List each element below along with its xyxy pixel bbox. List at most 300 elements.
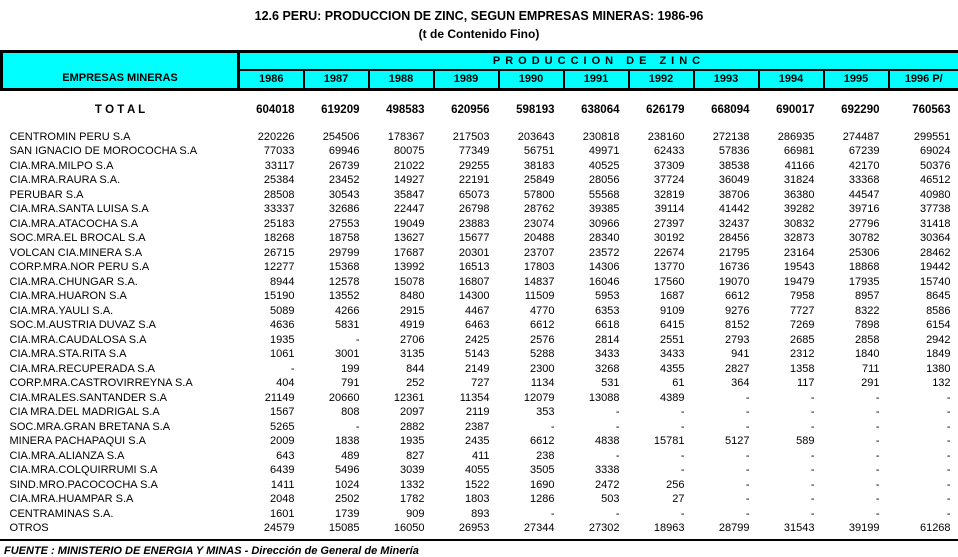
value-cell: 2472 xyxy=(564,478,629,493)
value-cell: 727 xyxy=(434,376,499,391)
value-cell: 2425 xyxy=(434,333,499,348)
value-cell: 2048 xyxy=(239,492,304,507)
value-cell: 286935 xyxy=(759,130,824,145)
year-header: 1992 xyxy=(629,70,694,90)
value-cell: - xyxy=(824,463,889,478)
value-cell: 1567 xyxy=(239,405,304,420)
value-cell: 8586 xyxy=(889,304,958,319)
value-cell: 203643 xyxy=(499,130,564,145)
value-cell: 220226 xyxy=(239,130,304,145)
year-header: 1989 xyxy=(434,70,499,90)
value-cell: 13627 xyxy=(369,231,434,246)
value-cell: - xyxy=(759,449,824,464)
value-cell: 2312 xyxy=(759,347,824,362)
value-cell: 32437 xyxy=(694,217,759,232)
value-cell: 22674 xyxy=(629,246,694,261)
value-cell: 27397 xyxy=(629,217,694,232)
year-header: 1993 xyxy=(694,70,759,90)
company-name: T O T A L xyxy=(2,90,239,121)
table-row xyxy=(2,217,958,232)
value-cell: 1838 xyxy=(304,434,369,449)
value-cell: 61 xyxy=(629,376,694,391)
value-cell: 2009 xyxy=(239,434,304,449)
company-name: SOC.M.AUSTRIA DUVAZ S.A xyxy=(2,318,239,333)
value-cell: 844 xyxy=(369,362,434,377)
value-cell: 8944 xyxy=(239,275,304,290)
value-cell: 29255 xyxy=(434,159,499,174)
value-cell: 16807 xyxy=(434,275,499,290)
value-cell: - xyxy=(759,463,824,478)
value-cell: - xyxy=(824,405,889,420)
value-cell: - xyxy=(889,463,958,478)
year-header: 1991 xyxy=(564,70,629,90)
value-cell: 2300 xyxy=(499,362,564,377)
value-cell: 589 xyxy=(759,434,824,449)
value-cell: 791 xyxy=(304,376,369,391)
value-cell: 28799 xyxy=(694,521,759,536)
value-cell: 27302 xyxy=(564,521,629,536)
value-cell: 29799 xyxy=(304,246,369,261)
value-cell: 27796 xyxy=(824,217,889,232)
table-row xyxy=(2,275,958,290)
company-name: CIA.MRA.RAURA S.A. xyxy=(2,173,239,188)
value-cell: 32873 xyxy=(759,231,824,246)
value-cell: 272138 xyxy=(694,130,759,145)
value-cell: 1687 xyxy=(629,289,694,304)
value-cell: 2435 xyxy=(434,434,499,449)
value-cell: - xyxy=(694,463,759,478)
company-name: CIA.MRA.CAUDALOSA S.A xyxy=(2,333,239,348)
value-cell: 1690 xyxy=(499,478,564,493)
company-name: CIA.MRALES.SANTANDER S.A xyxy=(2,391,239,406)
value-cell: 1061 xyxy=(239,347,304,362)
value-cell: 404 xyxy=(239,376,304,391)
value-cell: 1935 xyxy=(369,434,434,449)
value-cell: 256 xyxy=(629,478,694,493)
value-cell: 132 xyxy=(889,376,958,391)
value-cell: 13088 xyxy=(564,391,629,406)
value-cell: 36049 xyxy=(694,173,759,188)
value-cell: - xyxy=(824,507,889,522)
value-cell: 2551 xyxy=(629,333,694,348)
value-cell: 30966 xyxy=(564,217,629,232)
value-cell: 217503 xyxy=(434,130,499,145)
value-cell: 4467 xyxy=(434,304,499,319)
value-cell: 5288 xyxy=(499,347,564,362)
company-name: CIA.MRA.ATACOCHA S.A xyxy=(2,217,239,232)
company-column-header: EMPRESAS MINERAS xyxy=(2,52,239,90)
table-row xyxy=(2,159,958,174)
value-cell: 18268 xyxy=(239,231,304,246)
company-name: CIA.MRA.SANTA LUISA S.A xyxy=(2,202,239,217)
value-cell: 353 xyxy=(499,405,564,420)
value-cell: 531 xyxy=(564,376,629,391)
table-row xyxy=(2,333,958,348)
value-cell: - xyxy=(889,420,958,435)
value-cell: 26715 xyxy=(239,246,304,261)
value-cell: 8152 xyxy=(694,318,759,333)
value-cell: - xyxy=(629,507,694,522)
value-cell: 17803 xyxy=(499,260,564,275)
value-cell: - xyxy=(239,362,304,377)
value-cell: 274487 xyxy=(824,130,889,145)
value-cell: 69946 xyxy=(304,144,369,159)
table-row xyxy=(2,318,958,333)
value-cell: 39114 xyxy=(629,202,694,217)
value-cell: 77349 xyxy=(434,144,499,159)
table-row xyxy=(2,434,958,449)
value-cell: 6612 xyxy=(499,318,564,333)
value-cell: 37738 xyxy=(889,202,958,217)
zinc-production-table xyxy=(0,50,958,536)
value-cell: 8480 xyxy=(369,289,434,304)
value-cell: - xyxy=(759,507,824,522)
value-cell: - xyxy=(304,333,369,348)
value-cell: 1358 xyxy=(759,362,824,377)
table-row xyxy=(2,231,958,246)
company-name: CIA.MRA.HUARON S.A xyxy=(2,289,239,304)
value-cell: 14306 xyxy=(564,260,629,275)
company-name: SOC.MRA.GRAN BRETANA S.A xyxy=(2,420,239,435)
value-cell: 941 xyxy=(694,347,759,362)
value-cell: 12277 xyxy=(239,260,304,275)
value-cell: 19479 xyxy=(759,275,824,290)
value-cell: - xyxy=(694,405,759,420)
company-name: SOC.MRA.EL BROCAL S.A xyxy=(2,231,239,246)
value-cell: 18758 xyxy=(304,231,369,246)
value-cell: 38183 xyxy=(499,159,564,174)
value-cell: 65073 xyxy=(434,188,499,203)
value-cell: 19049 xyxy=(369,217,434,232)
value-cell: 489 xyxy=(304,449,369,464)
value-cell: 42170 xyxy=(824,159,889,174)
value-cell: - xyxy=(759,391,824,406)
company-name: OTROS xyxy=(2,521,239,536)
value-cell: 19070 xyxy=(694,275,759,290)
value-cell: 6439 xyxy=(239,463,304,478)
value-cell: 39199 xyxy=(824,521,889,536)
value-cell: 6612 xyxy=(499,434,564,449)
value-cell: 1286 xyxy=(499,492,564,507)
value-cell: - xyxy=(889,507,958,522)
value-cell: 15781 xyxy=(629,434,694,449)
value-cell: 619209 xyxy=(304,90,369,121)
year-header: 1987 xyxy=(304,70,369,90)
value-cell: 46512 xyxy=(889,173,958,188)
value-cell: - xyxy=(304,420,369,435)
table-row xyxy=(2,478,958,493)
value-cell: 1782 xyxy=(369,492,434,507)
value-cell: 3433 xyxy=(564,347,629,362)
value-cell: 117 xyxy=(759,376,824,391)
value-cell: 2827 xyxy=(694,362,759,377)
value-cell: - xyxy=(824,478,889,493)
value-cell: 21149 xyxy=(239,391,304,406)
value-cell: 67239 xyxy=(824,144,889,159)
value-cell: 2793 xyxy=(694,333,759,348)
value-cell: 690017 xyxy=(759,90,824,121)
value-cell: 598193 xyxy=(499,90,564,121)
value-cell: 2706 xyxy=(369,333,434,348)
table-row xyxy=(2,463,958,478)
company-name: CENTROMIN PERU S.A xyxy=(2,130,239,145)
value-cell: 25183 xyxy=(239,217,304,232)
value-cell: 254506 xyxy=(304,130,369,145)
value-cell: - xyxy=(629,405,694,420)
value-cell: - xyxy=(694,449,759,464)
value-cell: 55568 xyxy=(564,188,629,203)
value-cell: - xyxy=(889,405,958,420)
value-cell: 19442 xyxy=(889,260,958,275)
value-cell: 62433 xyxy=(629,144,694,159)
value-cell: 199 xyxy=(304,362,369,377)
value-cell: 16050 xyxy=(369,521,434,536)
company-name: CIA.MRA.HUAMPAR S.A xyxy=(2,492,239,507)
value-cell: - xyxy=(629,463,694,478)
value-cell: - xyxy=(824,420,889,435)
value-cell: 364 xyxy=(694,376,759,391)
table-row xyxy=(2,304,958,319)
value-cell: 5143 xyxy=(434,347,499,362)
value-cell: 27553 xyxy=(304,217,369,232)
value-cell: 808 xyxy=(304,405,369,420)
value-cell: 28508 xyxy=(239,188,304,203)
table-row xyxy=(2,260,958,275)
value-cell: 5831 xyxy=(304,318,369,333)
company-name: CIA.MRA.MILPO S.A xyxy=(2,159,239,174)
value-cell: 27344 xyxy=(499,521,564,536)
value-cell: - xyxy=(824,492,889,507)
value-cell: - xyxy=(694,391,759,406)
value-cell: 22447 xyxy=(369,202,434,217)
value-cell: 638064 xyxy=(564,90,629,121)
value-cell: 4636 xyxy=(239,318,304,333)
table-row xyxy=(2,420,958,435)
value-cell: 643 xyxy=(239,449,304,464)
value-cell: 3268 xyxy=(564,362,629,377)
value-cell: 9109 xyxy=(629,304,694,319)
value-cell: 38538 xyxy=(694,159,759,174)
value-cell: 33337 xyxy=(239,202,304,217)
company-name: MINERA PACHAPAQUI S.A xyxy=(2,434,239,449)
table-row xyxy=(2,362,958,377)
table-row xyxy=(2,130,958,145)
value-cell: 9276 xyxy=(694,304,759,319)
table-row xyxy=(2,376,958,391)
table-row xyxy=(2,507,958,522)
value-cell: 2942 xyxy=(889,333,958,348)
value-cell: 20301 xyxy=(434,246,499,261)
value-cell: 26739 xyxy=(304,159,369,174)
company-name: SAN IGNACIO DE MOROCOCHA S.A xyxy=(2,144,239,159)
value-cell: 50376 xyxy=(889,159,958,174)
value-cell: 30543 xyxy=(304,188,369,203)
table-row xyxy=(2,202,958,217)
value-cell: 2387 xyxy=(434,420,499,435)
value-cell: - xyxy=(499,507,564,522)
value-cell: 238160 xyxy=(629,130,694,145)
value-cell: - xyxy=(889,478,958,493)
value-cell: - xyxy=(824,434,889,449)
value-cell: 12361 xyxy=(369,391,434,406)
table-row xyxy=(2,391,958,406)
value-cell: 17560 xyxy=(629,275,694,290)
value-cell: 13770 xyxy=(629,260,694,275)
value-cell: 16736 xyxy=(694,260,759,275)
value-cell: 28762 xyxy=(499,202,564,217)
value-cell: 25306 xyxy=(824,246,889,261)
value-cell: 4055 xyxy=(434,463,499,478)
value-cell: 7958 xyxy=(759,289,824,304)
value-cell: 16513 xyxy=(434,260,499,275)
value-cell: 2882 xyxy=(369,420,434,435)
company-name: CIA.MRA.ALIANZA S.A xyxy=(2,449,239,464)
value-cell: 40525 xyxy=(564,159,629,174)
company-name: VOLCAN CIA.MINERA S.A xyxy=(2,246,239,261)
value-cell: 17687 xyxy=(369,246,434,261)
value-cell: 20660 xyxy=(304,391,369,406)
value-cell: 2097 xyxy=(369,405,434,420)
value-cell: 14837 xyxy=(499,275,564,290)
value-cell: 4389 xyxy=(629,391,694,406)
page-subtitle: (t de Contenido Fino) xyxy=(0,23,958,41)
year-header: 1988 xyxy=(369,70,434,90)
value-cell: 56751 xyxy=(499,144,564,159)
page-title: 12.6 PERU: PRODUCCION DE ZINC, SEGUN EMPRESAS MINERAS: 1986-96 xyxy=(0,0,958,23)
year-header: 1986 xyxy=(239,70,304,90)
value-cell: - xyxy=(824,391,889,406)
value-cell: 503 xyxy=(564,492,629,507)
value-cell: 11354 xyxy=(434,391,499,406)
value-cell: 57800 xyxy=(499,188,564,203)
value-cell: 2119 xyxy=(434,405,499,420)
value-cell: 5089 xyxy=(239,304,304,319)
company-name: CIA.MRA.CHUNGAR S.A. xyxy=(2,275,239,290)
value-cell: 7727 xyxy=(759,304,824,319)
value-cell: 6612 xyxy=(694,289,759,304)
value-cell: 6415 xyxy=(629,318,694,333)
value-cell: 12079 xyxy=(499,391,564,406)
value-cell: - xyxy=(759,492,824,507)
value-cell: 31543 xyxy=(759,521,824,536)
value-cell: 291 xyxy=(824,376,889,391)
table-row xyxy=(2,449,958,464)
value-cell: 20488 xyxy=(499,231,564,246)
value-cell: 6154 xyxy=(889,318,958,333)
table-row xyxy=(2,521,958,536)
value-cell: 3039 xyxy=(369,463,434,478)
value-cell: 41442 xyxy=(694,202,759,217)
value-cell: 711 xyxy=(824,362,889,377)
value-cell: 7269 xyxy=(759,318,824,333)
value-cell: - xyxy=(629,420,694,435)
value-cell: 1849 xyxy=(889,347,958,362)
value-cell: 23074 xyxy=(499,217,564,232)
value-cell: - xyxy=(694,478,759,493)
value-cell: 1332 xyxy=(369,478,434,493)
value-cell: 61268 xyxy=(889,521,958,536)
table-row xyxy=(2,173,958,188)
value-cell: 30782 xyxy=(824,231,889,246)
value-cell: 26953 xyxy=(434,521,499,536)
value-cell: 23452 xyxy=(304,173,369,188)
value-cell: 1380 xyxy=(889,362,958,377)
company-name: PERUBAR S.A xyxy=(2,188,239,203)
value-cell: 12578 xyxy=(304,275,369,290)
value-cell: 32819 xyxy=(629,188,694,203)
value-cell: 30192 xyxy=(629,231,694,246)
company-name: CORP.MRA.CASTROVIRREYNA S.A xyxy=(2,376,239,391)
year-header: 1996 P/ xyxy=(889,70,958,90)
value-cell: 36380 xyxy=(759,188,824,203)
value-cell: 4266 xyxy=(304,304,369,319)
value-cell: - xyxy=(759,405,824,420)
value-cell: 40980 xyxy=(889,188,958,203)
value-cell: 1601 xyxy=(239,507,304,522)
value-cell: - xyxy=(759,478,824,493)
value-cell: 38706 xyxy=(694,188,759,203)
value-cell: 28456 xyxy=(694,231,759,246)
value-cell: - xyxy=(694,492,759,507)
value-cell: - xyxy=(564,405,629,420)
value-cell: 3505 xyxy=(499,463,564,478)
value-cell: 893 xyxy=(434,507,499,522)
value-cell: 2858 xyxy=(824,333,889,348)
value-cell: 30364 xyxy=(889,231,958,246)
value-cell: 1935 xyxy=(239,333,304,348)
value-cell: 17935 xyxy=(824,275,889,290)
value-cell: 77033 xyxy=(239,144,304,159)
value-cell: 1803 xyxy=(434,492,499,507)
value-cell: 28340 xyxy=(564,231,629,246)
value-cell: 1739 xyxy=(304,507,369,522)
company-name: CIA.MRA.STA.RITA S.A xyxy=(2,347,239,362)
value-cell: 626179 xyxy=(629,90,694,121)
value-cell: 14300 xyxy=(434,289,499,304)
value-cell: 28462 xyxy=(889,246,958,261)
value-cell: 2149 xyxy=(434,362,499,377)
value-cell: 14927 xyxy=(369,173,434,188)
value-cell: 49971 xyxy=(564,144,629,159)
value-cell: 23164 xyxy=(759,246,824,261)
value-cell: - xyxy=(694,420,759,435)
value-cell: 1024 xyxy=(304,478,369,493)
value-cell: 32686 xyxy=(304,202,369,217)
value-cell: 4355 xyxy=(629,362,694,377)
value-cell: 498583 xyxy=(369,90,434,121)
value-cell: 604018 xyxy=(239,90,304,121)
value-cell: 827 xyxy=(369,449,434,464)
company-name: CIA.MRA.RECUPERADA S.A xyxy=(2,362,239,377)
value-cell: 25849 xyxy=(499,173,564,188)
value-cell: - xyxy=(889,449,958,464)
value-cell: - xyxy=(499,420,564,435)
value-cell: 21022 xyxy=(369,159,434,174)
value-cell: 23883 xyxy=(434,217,499,232)
table-row xyxy=(2,347,958,362)
value-cell: 252 xyxy=(369,376,434,391)
value-cell: 760563 xyxy=(889,90,958,121)
value-cell: - xyxy=(759,420,824,435)
value-cell: 15740 xyxy=(889,275,958,290)
value-cell: 25384 xyxy=(239,173,304,188)
value-cell: 15368 xyxy=(304,260,369,275)
company-name: CENTRAMINAS S.A. xyxy=(2,507,239,522)
year-header: 1995 xyxy=(824,70,889,90)
value-cell: 22191 xyxy=(434,173,499,188)
value-cell: 1522 xyxy=(434,478,499,493)
value-cell: 69024 xyxy=(889,144,958,159)
